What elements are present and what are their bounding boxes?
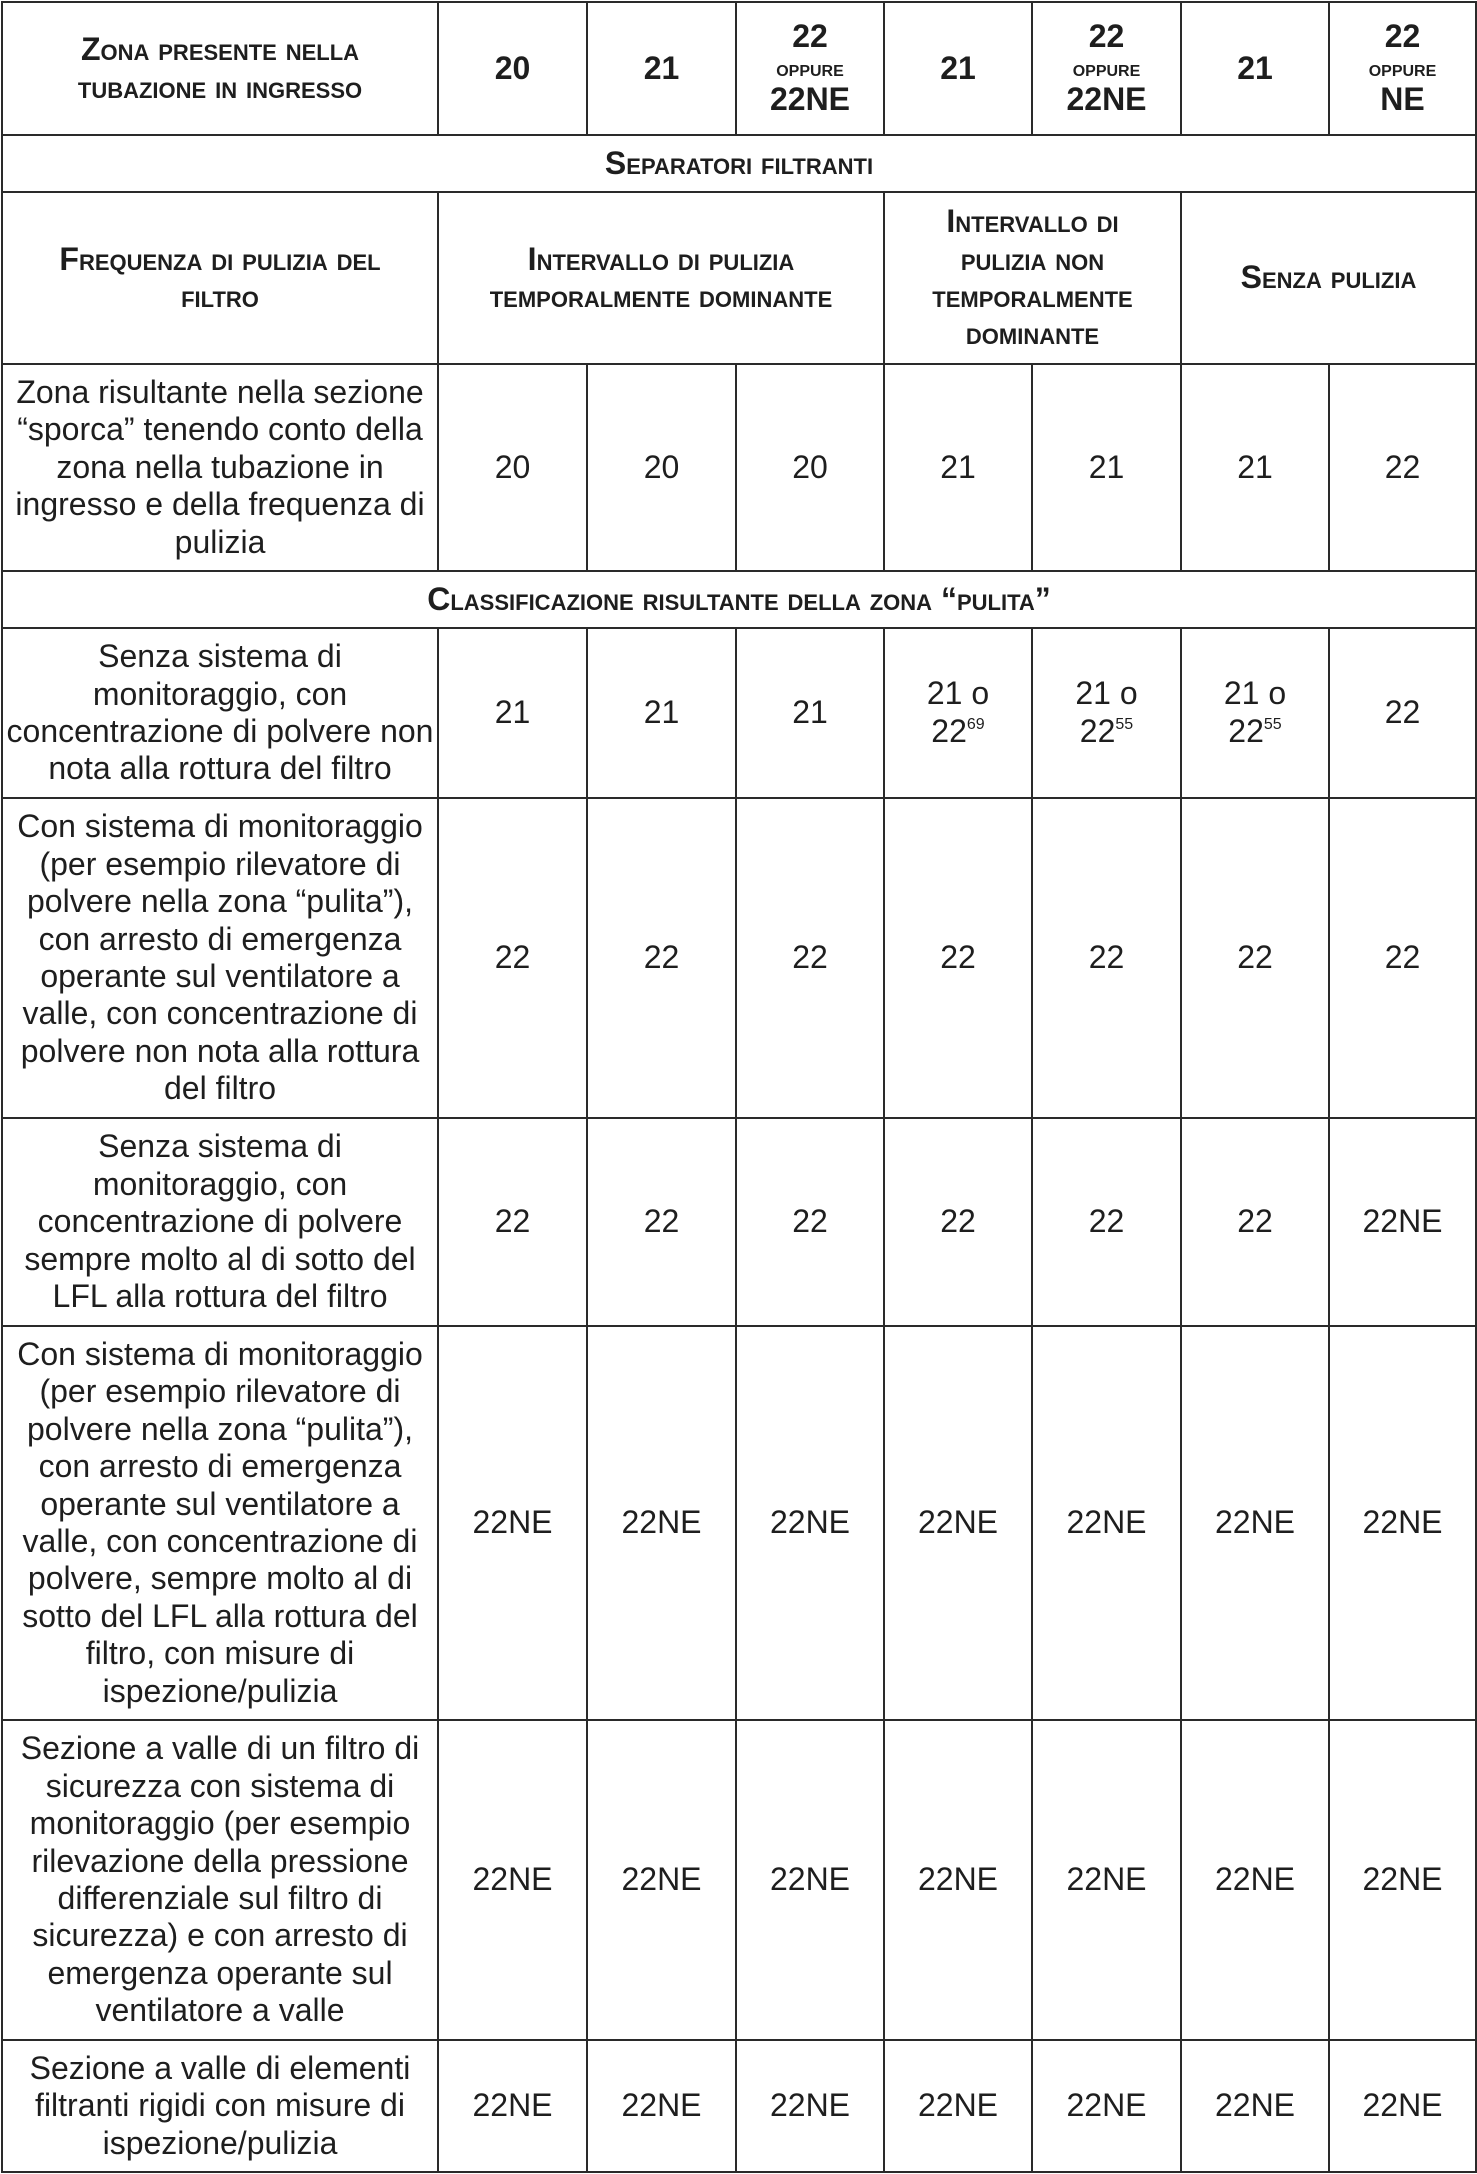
inlet-zone-col-3 [736,2,884,135]
row-value: 22 [1329,798,1476,1118]
row-value: 22NE [1329,1326,1476,1720]
row-value: 22 [884,798,1032,1118]
inlet-zone-col-5 [1032,2,1181,135]
row-value: 21 [438,628,587,798]
row-value: 22NE [1032,2040,1181,2172]
row-value: 22 [884,1118,1032,1326]
row-label: Con sistema di monitoraggio (per esempio rilevatore di polvere nella zona “pulita”), con arresto di emergenza operante sul ventilatore a valle, con concentrazione di polvere, sempre molto al di sotto del LFL alla rottura del filtro, con misure di ispezione/pulizia [2,1326,438,1720]
row-value: 22NE [587,1720,736,2040]
inlet-zone-col-5-mid: oppure [1072,54,1141,81]
split-value-bottom: 22 [1079,713,1116,749]
table-row [2,2040,1476,2172]
footnote-ref: 55 [1263,716,1282,733]
inlet-zone-col-7 [1329,2,1476,135]
row-value: 22 [736,798,884,1118]
row-value: 22NE [438,1720,587,2040]
row-value: 22 [438,798,587,1118]
table-row [2,1118,1476,1326]
inlet-zone-col-1: 20 [438,2,587,135]
row-value: 21 [587,628,736,798]
row-value: 22NE [736,2040,884,2172]
row-label: Sezione a valle di un filtro di sicurezza con sistema di monitoraggio (per esempio rilevazione della pressione differenziale sul filtro di sicurezza) e con arresto di emergenza operante sul ventilatore a valle [2,1720,438,2040]
inlet-zone-col-4: 21 [884,2,1032,135]
row-value: 22 [1032,1118,1181,1326]
split-value-bottom: 22 [1228,713,1264,749]
dirty-zone-value-4: 21 [884,364,1032,571]
header-row [2,2,1476,135]
inlet-zone-col-7-mid: oppure [1368,54,1437,81]
row-value: 22NE [884,1326,1032,1720]
row-value: 22NE [438,2040,587,2172]
table-row [2,628,1476,798]
dirty-zone-value-1: 20 [438,364,587,571]
dirty-zone-label: Zona risultante nella sezione “sporca” tenendo conto della zona nella tubazione in ingresso e della frequenza di pulizia [2,364,438,571]
row-label: Con sistema di monitoraggio (per esempio rilevatore di polvere nella zona “pulita”), con arresto di emergenza operante sul ventilatore a valle, con concentrazione di polvere non nota alla rottura del filtro [2,798,438,1118]
table-row [2,1326,1476,1720]
inlet-zone-col-3-mid: oppure [776,54,844,81]
row-value: 22NE [1181,1326,1329,1720]
split-value-bottom: 22 [931,713,967,749]
row-value-split [1032,628,1181,798]
row-value: 22NE [884,1720,1032,2040]
row-value: 22NE [438,1326,587,1720]
inlet-zone-col-6: 21 [1181,2,1329,135]
dirty-zone-value-5: 21 [1032,364,1181,571]
row-value: 22NE [1329,2040,1476,2172]
inlet-zone-col-7-bottom: NE [1380,81,1425,118]
zone-classification-table [1,1,1477,2173]
inlet-zone-col-3-bottom: 22NE [769,81,851,118]
row-value: 22 [736,1118,884,1326]
frequency-row [2,192,1476,364]
row-value: 22NE [1032,1326,1181,1720]
frequency-group-no-cleaning: Senza pulizia [1181,192,1476,364]
split-value-top: 21 o [1223,675,1287,712]
row-value: 22NE [1032,1720,1181,2040]
split-value-top: 21 o [1075,675,1138,712]
row-value: 22 [1181,1118,1329,1326]
row-label: Sezione a valle di elementi filtranti rigidi con misure di ispezione/pulizia [2,2040,438,2172]
inlet-zone-col-5-top: 22 [1088,18,1125,55]
table-row [2,1720,1476,2040]
row-value: 22 [1181,798,1329,1118]
row-value: 22NE [1329,1118,1476,1326]
table-row [2,798,1476,1118]
section-row-clean-classification [2,571,1476,628]
footnote-ref: 55 [1115,716,1134,733]
inlet-zone-label: Zona presente nella tubazione in ingresso [2,2,438,135]
row-value: 22 [1329,628,1476,798]
inlet-zone-col-2: 21 [587,2,736,135]
row-value-split [884,628,1032,798]
frequency-label: Frequenza di pulizia del filtro [2,192,438,364]
dirty-zone-row [2,364,1476,571]
dirty-zone-value-6: 21 [1181,364,1329,571]
frequency-group-time-dominant: Intervallo di pulizia temporalmente dominante [438,192,884,364]
footnote-ref: 69 [966,716,985,733]
row-value: 22NE [587,1326,736,1720]
row-label: Senza sistema di monitoraggio, con concentrazione di polvere non nota alla rottura del filtro [2,628,438,798]
row-value: 22 [587,798,736,1118]
inlet-zone-col-7-top: 22 [1384,18,1421,55]
row-value: 22 [438,1118,587,1326]
split-value-top: 21 o [926,675,990,712]
row-value: 22NE [1181,2040,1329,2172]
row-value-split [1181,628,1329,798]
row-value: 22NE [736,1326,884,1720]
row-label: Senza sistema di monitoraggio, con concentrazione di polvere sempre molto al di sotto del LFL alla rottura del filtro [2,1118,438,1326]
row-value: 22NE [884,2040,1032,2172]
section-row-filters [2,135,1476,192]
row-value: 22NE [587,2040,736,2172]
row-value: 22NE [1329,1720,1476,2040]
frequency-group-non-time-dominant: Intervallo di pulizia non temporalmente dominante [884,192,1181,364]
row-value: 22 [1032,798,1181,1118]
section-title-filters: Separatori filtranti [2,135,1476,192]
section-title-clean-classification: Classificazione risultante della zona “pulita” [2,571,1476,628]
row-value: 22NE [736,1720,884,2040]
inlet-zone-col-3-top: 22 [792,18,828,55]
row-value: 21 [736,628,884,798]
row-value: 22NE [1181,1720,1329,2040]
inlet-zone-col-5-bottom: 22NE [1066,81,1147,118]
row-value: 22 [587,1118,736,1326]
dirty-zone-value-7: 22 [1329,364,1476,571]
dirty-zone-value-3: 20 [736,364,884,571]
dirty-zone-value-2: 20 [587,364,736,571]
